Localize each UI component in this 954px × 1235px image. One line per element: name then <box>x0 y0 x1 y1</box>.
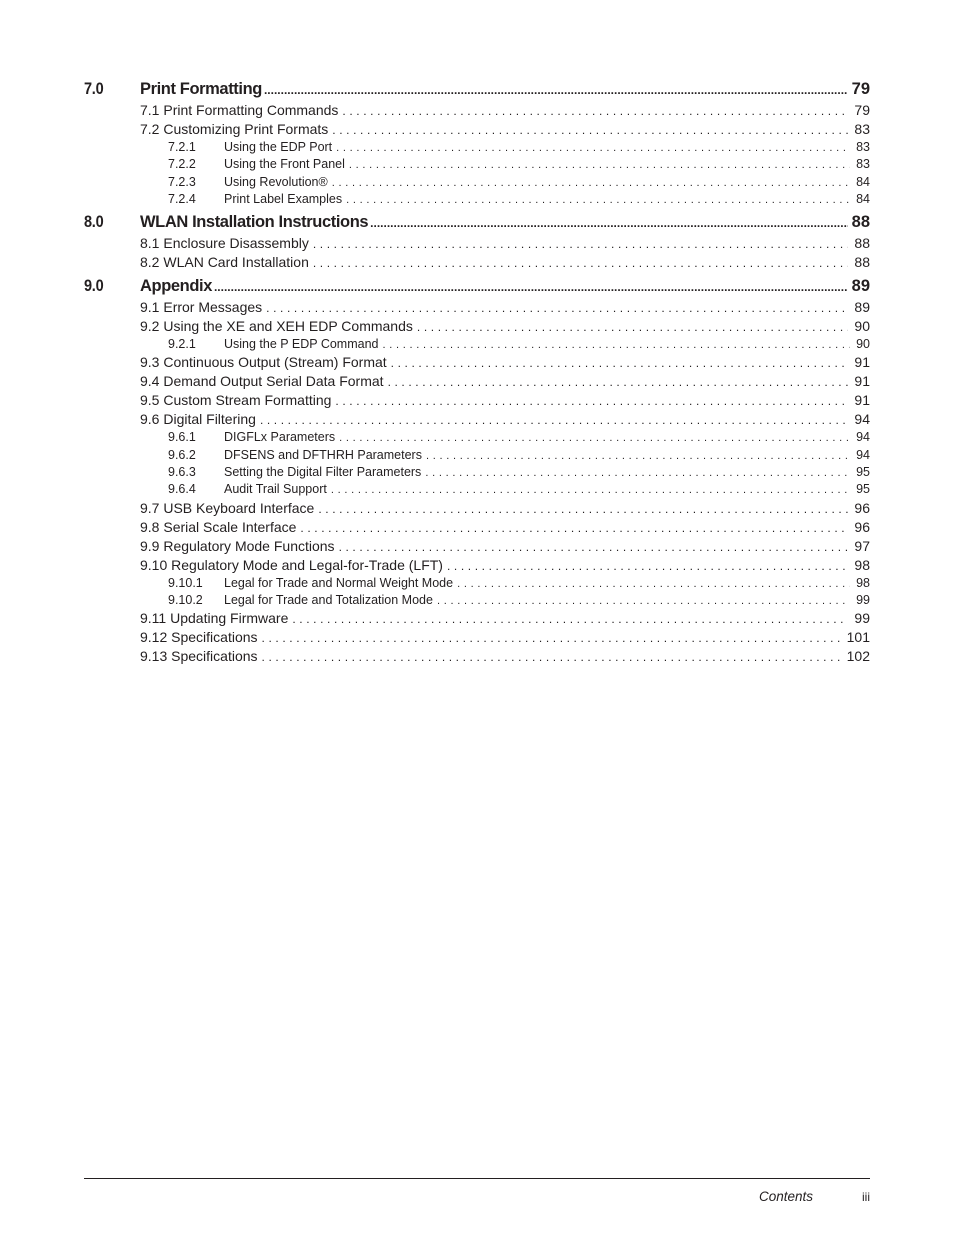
subentry-page-number: 94 <box>856 447 870 462</box>
dot-leader <box>300 521 848 535</box>
dot-leader <box>292 612 848 626</box>
dot-leader <box>426 450 850 462</box>
toc-subentry[interactable] <box>84 430 870 447</box>
subentry-number: 7.2.3 <box>168 174 196 189</box>
toc-subentry[interactable] <box>84 175 870 192</box>
entry-title: 9.13 Specifications <box>140 648 258 665</box>
chapter-number: 9.0 <box>84 277 104 296</box>
toc-chapter-section <box>84 80 870 209</box>
dot-leader <box>262 631 841 645</box>
entry-title: 9.10 Regulatory Mode and Legal-for-Trade (LFT) <box>140 556 443 573</box>
toc-entry[interactable] <box>84 648 870 667</box>
dot-leader <box>332 177 850 189</box>
entry-title: 9.4 Demand Output Serial Data Format <box>140 373 384 390</box>
subentry-page-number: 83 <box>856 157 870 172</box>
toc-entry[interactable] <box>84 318 870 337</box>
footer-page-number: iii <box>862 1190 870 1204</box>
chapter-number: 7.0 <box>84 80 104 98</box>
subentry-number: 9.2.1 <box>168 337 196 352</box>
entry-page-number: 97 <box>854 537 870 554</box>
toc-entry[interactable] <box>84 235 870 254</box>
subentry-page-number: 84 <box>856 174 870 189</box>
entry-page-number: 91 <box>854 373 870 390</box>
chapter-page-number: 79 <box>851 80 870 98</box>
subentry-title: Legal for Trade and Normal Weight Mode <box>224 575 454 590</box>
subentry-page-number: 99 <box>856 592 870 607</box>
dot-leader <box>260 413 848 427</box>
entry-page-number: 91 <box>854 392 870 409</box>
dot-leader <box>342 104 848 118</box>
subentry-title: DIGFLx Parameters <box>224 430 336 445</box>
dot-leader <box>457 578 850 590</box>
footer-divider <box>84 1178 870 1179</box>
dot-leader <box>266 301 848 315</box>
toc-entry[interactable] <box>84 538 870 557</box>
toc-entry[interactable] <box>84 411 870 430</box>
entry-title: 9.1 Error Messages <box>140 299 263 316</box>
toc-entry[interactable] <box>84 102 870 121</box>
subentry-title: Using Revolution® <box>224 174 328 189</box>
toc-entry[interactable] <box>84 354 870 373</box>
dot-leader <box>388 375 849 389</box>
subentry-title: Print Label Examples <box>224 191 343 206</box>
chapter-title: WLAN Installation Instructions <box>140 213 369 232</box>
dot-leader <box>336 142 850 154</box>
toc-subentry[interactable] <box>84 157 870 174</box>
toc-entry[interactable] <box>84 500 870 519</box>
entry-title: 9.11 Updating Firmware <box>140 610 289 627</box>
dot-leader <box>382 339 850 351</box>
entry-title: 9.12 Specifications <box>140 629 258 646</box>
chapter-title: Print Formatting <box>140 80 262 98</box>
entry-page-number: 83 <box>854 121 870 137</box>
dot-leader <box>425 467 850 479</box>
subentry-number: 9.10.1 <box>168 575 203 590</box>
dot-leader <box>339 540 849 554</box>
entry-page-number: 96 <box>854 499 870 516</box>
chapter-page-number: 88 <box>851 213 870 232</box>
entry-page-number: 94 <box>854 411 870 428</box>
dot-leader <box>349 159 850 171</box>
subentry-number: 9.10.2 <box>168 592 203 607</box>
toc-subentry[interactable] <box>84 140 870 157</box>
dot-leader <box>370 216 847 230</box>
subentry-number: 7.2.1 <box>168 140 196 154</box>
toc-chapter-heading[interactable] <box>84 80 870 102</box>
toc-subentry[interactable] <box>84 593 870 610</box>
subentry-title: Using the P EDP Command <box>224 337 379 352</box>
toc-chapter-heading[interactable] <box>84 213 870 235</box>
toc-entry[interactable] <box>84 254 870 273</box>
toc-entry[interactable] <box>84 373 870 392</box>
subentry-page-number: 95 <box>856 465 870 480</box>
dot-leader <box>346 194 850 206</box>
subentry-page-number: 83 <box>856 140 870 154</box>
dot-leader <box>437 595 850 607</box>
chapter-page-number: 89 <box>851 277 870 296</box>
chapter-title: Appendix <box>140 277 212 296</box>
subentry-title: Legal for Trade and Totalization Mode <box>224 592 433 607</box>
toc-chapter-section <box>84 277 870 667</box>
toc-subentry[interactable] <box>84 465 870 482</box>
entry-page-number: 102 <box>846 648 870 665</box>
chapter-number: 8.0 <box>84 213 104 232</box>
entry-page-number: 101 <box>846 629 870 646</box>
dot-leader <box>313 256 849 270</box>
toc-entry[interactable] <box>84 299 870 318</box>
entry-title: 9.8 Serial Scale Interface <box>140 518 297 535</box>
toc-entry[interactable] <box>84 392 870 411</box>
toc-entry[interactable] <box>84 629 870 648</box>
entry-title: 9.3 Continuous Output (Stream) Format <box>140 354 387 371</box>
table-of-contents <box>84 78 870 671</box>
entry-page-number: 98 <box>854 556 870 573</box>
dot-leader <box>331 484 850 496</box>
dot-leader <box>313 237 849 251</box>
entry-title: 9.5 Custom Stream Formatting <box>140 392 332 409</box>
toc-subentry[interactable] <box>84 482 870 499</box>
entry-title: 8.2 WLAN Card Installation <box>140 254 309 271</box>
entry-page-number: 88 <box>854 235 870 252</box>
dot-leader <box>214 280 848 294</box>
dot-leader <box>417 320 849 334</box>
toc-subentry[interactable] <box>84 192 870 209</box>
entry-title: 7.2 Customizing Print Formats <box>140 121 329 137</box>
entry-title: 8.1 Enclosure Disassembly <box>140 235 309 252</box>
subentry-number: 9.6.2 <box>168 447 196 462</box>
entry-title: 9.2 Using the XE and XEH EDP Commands <box>140 318 413 335</box>
entry-title: 9.7 USB Keyboard Interface <box>140 499 315 516</box>
entry-title: 9.6 Digital Filtering <box>140 411 256 428</box>
dot-leader <box>264 83 848 97</box>
subentry-number: 9.6.1 <box>168 430 196 445</box>
entry-page-number: 90 <box>854 318 870 335</box>
dot-leader <box>339 432 850 444</box>
entry-title: 7.1 Print Formatting Commands <box>140 102 339 118</box>
toc-subentry[interactable] <box>84 448 870 465</box>
toc-subentry[interactable] <box>84 337 870 354</box>
subentry-number: 7.2.4 <box>168 191 196 206</box>
toc-entry[interactable] <box>84 519 870 538</box>
dot-leader <box>335 394 848 408</box>
subentry-page-number: 98 <box>856 575 870 590</box>
entry-page-number: 96 <box>854 518 870 535</box>
subentry-title: Audit Trail Support <box>224 482 327 497</box>
subentry-title: Using the EDP Port <box>224 140 333 154</box>
toc-entry[interactable] <box>84 121 870 140</box>
subentry-page-number: 90 <box>856 337 870 352</box>
entry-page-number: 79 <box>854 102 870 118</box>
subentry-title: DFSENS and DFTHRH Parameters <box>224 447 422 462</box>
footer-section-label: Contents <box>758 1189 813 1204</box>
toc-chapter-heading[interactable] <box>84 277 870 299</box>
toc-subentry[interactable] <box>84 576 870 593</box>
entry-page-number: 89 <box>854 299 870 316</box>
subentry-number: 9.6.4 <box>168 482 196 497</box>
subentry-title: Using the Front Panel <box>224 157 345 172</box>
entry-page-number: 91 <box>854 354 870 371</box>
subentry-page-number: 94 <box>856 430 870 445</box>
dot-leader <box>262 650 841 664</box>
entry-page-number: 99 <box>854 610 870 627</box>
toc-entry[interactable] <box>84 610 870 629</box>
dot-leader <box>447 559 848 573</box>
subentry-number: 7.2.2 <box>168 157 196 172</box>
toc-entry[interactable] <box>84 557 870 576</box>
entry-title: 9.9 Regulatory Mode Functions <box>140 537 335 554</box>
toc-chapter-section <box>84 213 870 273</box>
subentry-title: Setting the Digital Filter Parameters <box>224 465 422 480</box>
dot-leader <box>332 123 848 137</box>
dot-leader <box>391 356 849 370</box>
subentry-number: 9.6.3 <box>168 465 196 480</box>
dot-leader <box>318 502 848 516</box>
entry-page-number: 88 <box>854 254 870 271</box>
subentry-page-number: 95 <box>856 482 870 497</box>
subentry-page-number: 84 <box>856 191 870 206</box>
